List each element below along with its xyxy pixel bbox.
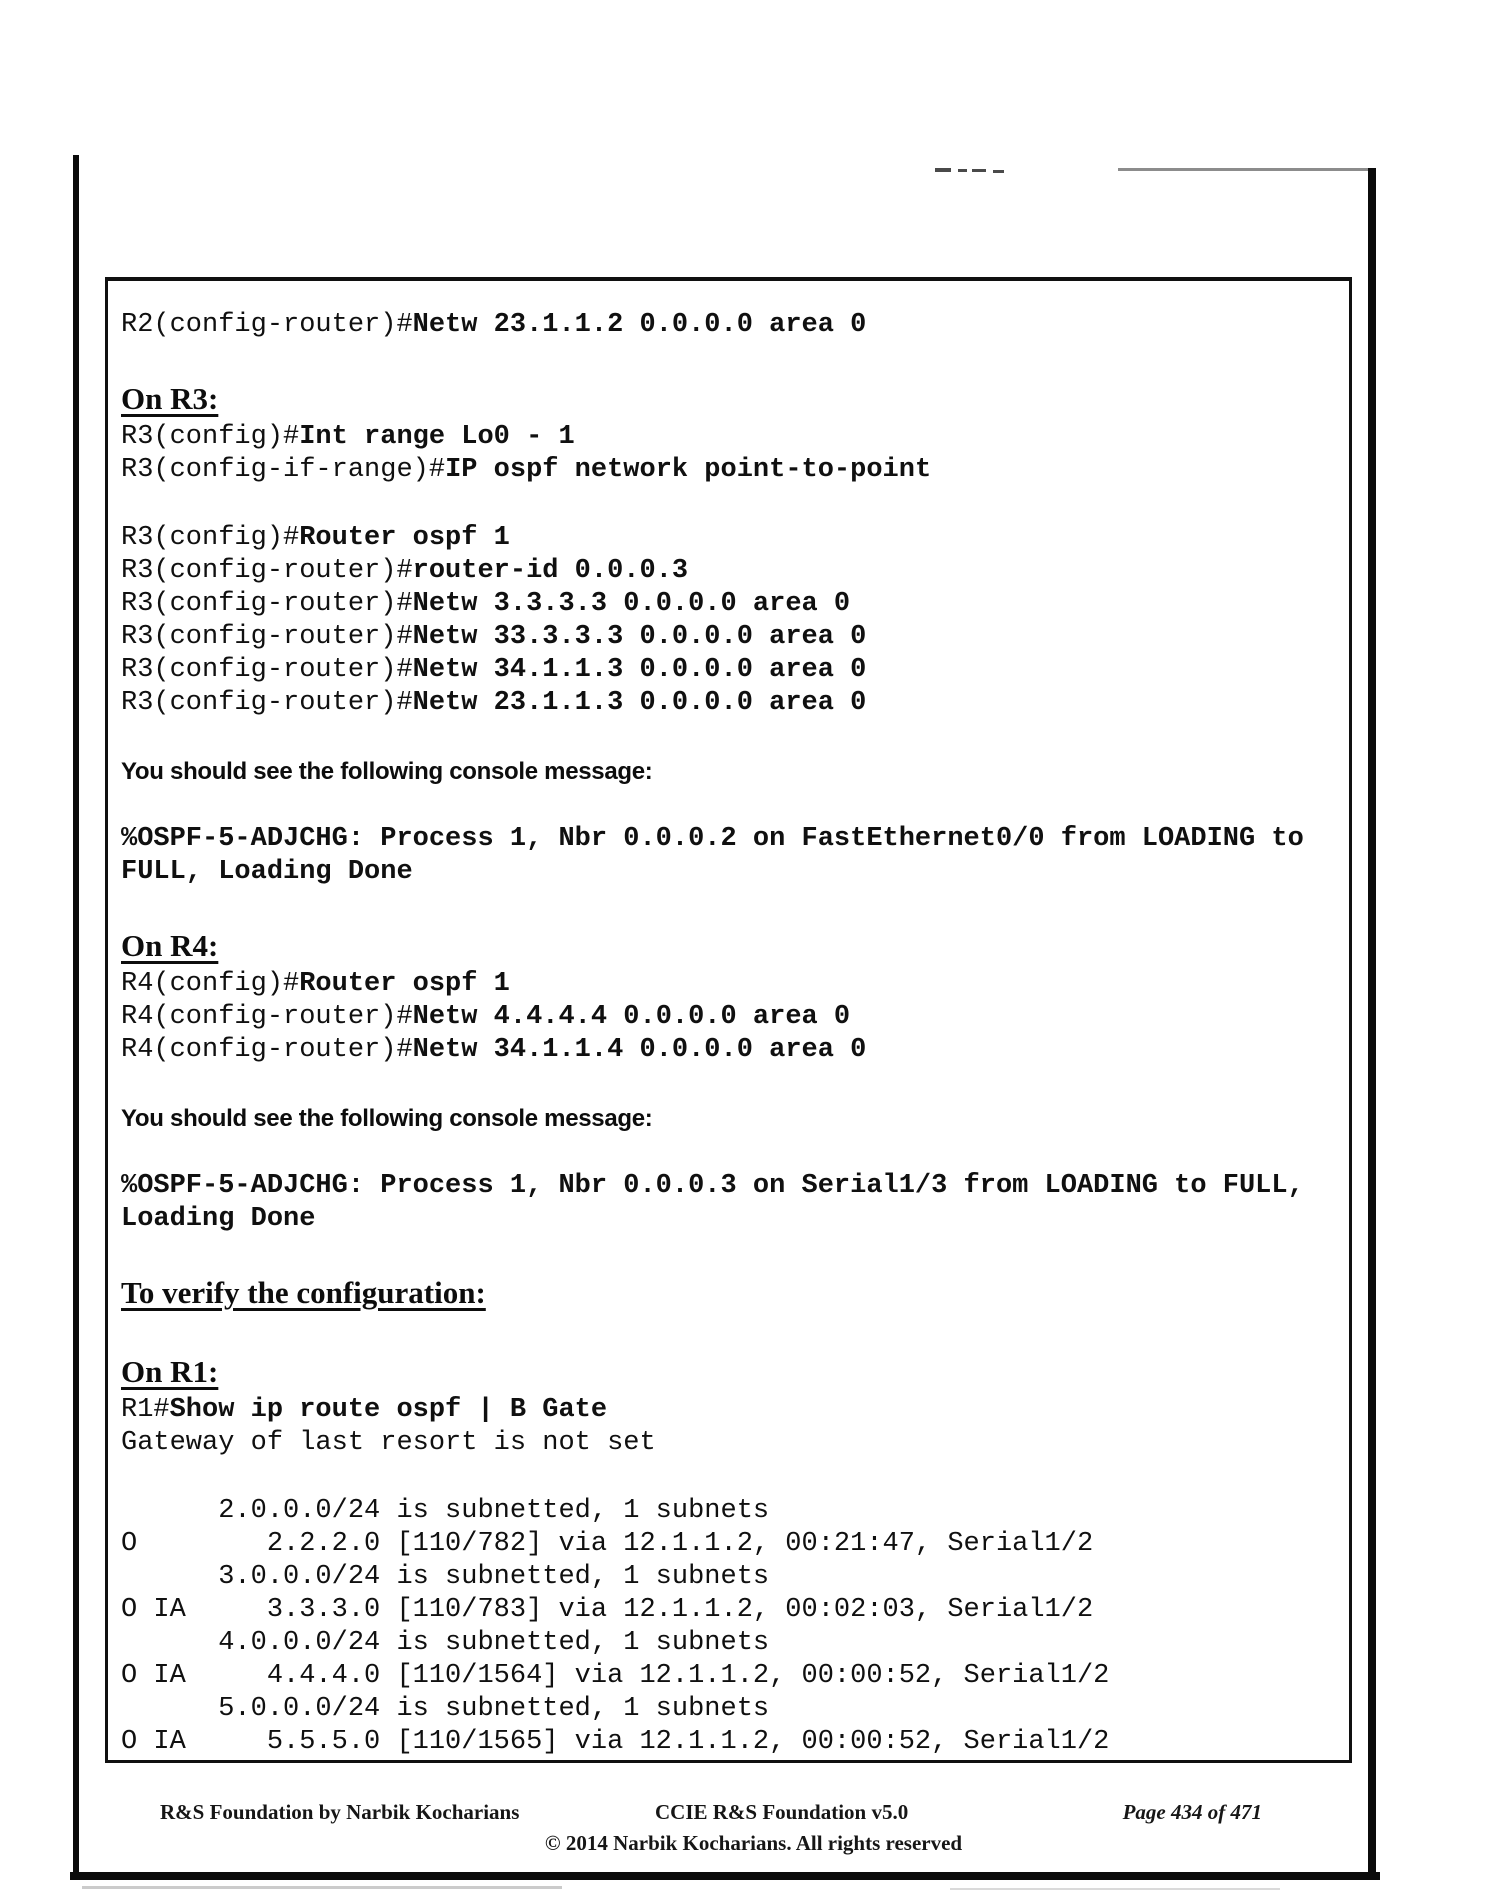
console-command-text: Show ip route ospf | B Gate <box>169 1395 608 1425</box>
console-command-text: Netw 34.1.1.4 0.0.0.0 area 0 <box>412 1035 867 1065</box>
console-command-line <box>121 421 1335 454</box>
section-heading-text: On R3: <box>121 381 219 416</box>
console-output-line: 5.0.0.0/24 is subnetted, 1 subnets <box>121 1694 770 1724</box>
console-prompt: R3(config)# <box>121 523 300 553</box>
console-message-line: %OSPF-5-ADJCHG: Process 1, Nbr 0.0.0.3 on Serial1/3 from LOADING to FULL, <box>121 1171 1304 1201</box>
console-command-line <box>121 968 1335 1001</box>
console-command-line <box>121 555 1335 588</box>
console-command-text: Netw 23.1.1.2 0.0.0.0 area 0 <box>412 310 867 340</box>
blank-line <box>121 889 1335 924</box>
console-command-text: router-id 0.0.0.3 <box>412 556 689 586</box>
terminal-output <box>121 309 1335 1759</box>
console-command-line <box>121 522 1335 555</box>
console-prompt: R4(config-router)# <box>121 1035 413 1065</box>
console-prompt: R2(config-router)# <box>121 310 413 340</box>
section-heading-text: On R1: <box>121 1354 219 1389</box>
blank-line <box>121 1460 1335 1495</box>
console-prompt: R3(config-router)# <box>121 622 413 652</box>
console-command-line <box>121 1001 1335 1034</box>
note-line: You should see the following console message: <box>121 758 653 785</box>
scan-artifact-dash <box>972 169 986 172</box>
scan-artifact-smudge <box>950 1888 1280 1890</box>
console-command-line <box>121 1394 1335 1427</box>
console-output-line: O IA 3.3.3.0 [110/783] via 12.1.1.2, 00:02:03, Serial1/2 <box>121 1595 1094 1625</box>
console-command-line <box>121 687 1335 720</box>
footer-copyright: © 2014 Narbik Kocharians. All rights reserved <box>544 1831 963 1855</box>
console-output-line: O 2.2.2.0 [110/782] via 12.1.1.2, 00:21:47, Serial1/2 <box>121 1529 1094 1559</box>
console-output-line: 2.0.0.0/24 is subnetted, 1 subnets <box>121 1496 770 1526</box>
console-command-text: IP ospf network point-to-point <box>445 455 932 485</box>
console-output-line: 3.0.0.0/24 is subnetted, 1 subnets <box>121 1562 770 1592</box>
console-output-line: O IA 4.4.4.0 [110/1564] via 12.1.1.2, 00:00:52, Serial1/2 <box>121 1661 1110 1691</box>
console-command-text: Router ospf 1 <box>299 969 510 999</box>
console-message-line: %OSPF-5-ADJCHG: Process 1, Nbr 0.0.0.2 on FastEthernet0/0 from LOADING to <box>121 824 1304 854</box>
console-command-text: Netw 3.3.3.3 0.0.0.0 area 0 <box>412 589 851 619</box>
console-prompt: R4(config-router)# <box>121 1002 413 1032</box>
console-command-text: Netw 33.3.3.3 0.0.0.0 area 0 <box>412 622 867 652</box>
footer-book-title: R&S Foundation by Narbik Kocharians <box>160 1800 520 1824</box>
section-heading <box>121 1271 1335 1315</box>
blank-line <box>121 1315 1335 1350</box>
footer-page-number: Page 434 of 471 <box>1122 1800 1262 1824</box>
console-command-line <box>121 621 1335 654</box>
console-output-line: Gateway of last resort is not set <box>121 1428 656 1458</box>
console-message-line: FULL, Loading Done <box>121 857 413 887</box>
console-command-text: Int range Lo0 - 1 <box>299 422 575 452</box>
console-command-line <box>121 1034 1335 1067</box>
console-prompt: R4(config)# <box>121 969 300 999</box>
console-command-text: Netw 4.4.4.4 0.0.0.0 area 0 <box>412 1002 851 1032</box>
section-heading <box>121 1350 1335 1394</box>
console-command-line <box>121 588 1335 621</box>
section-heading <box>121 924 1335 968</box>
console-prompt: R3(config)# <box>121 422 300 452</box>
console-prompt: R3(config-router)# <box>121 589 413 619</box>
scan-artifact-line <box>1118 168 1368 171</box>
console-prompt: R3(config-router)# <box>121 688 413 718</box>
page-edge-bottom <box>70 1872 1380 1880</box>
blank-line <box>121 720 1335 755</box>
footer-edition: CCIE R&S Foundation v5.0 <box>655 1800 909 1824</box>
console-prompt: R3(config-router)# <box>121 556 413 586</box>
page-edge-left <box>73 155 79 1877</box>
console-command-text: Router ospf 1 <box>299 523 510 553</box>
blank-line <box>121 342 1335 377</box>
scan-artifact-dash <box>993 170 1004 173</box>
page-footer <box>105 1800 1352 1870</box>
page-edge-right <box>1368 168 1376 1876</box>
scan-artifact-smudge <box>82 1886 562 1889</box>
blank-line <box>121 1067 1335 1102</box>
terminal-box <box>105 277 1352 1763</box>
blank-line <box>121 1236 1335 1271</box>
section-heading <box>121 377 1335 421</box>
section-heading-text: On R4: <box>121 928 219 963</box>
note-line: You should see the following console message: <box>121 1105 653 1132</box>
blank-line <box>121 1135 1335 1170</box>
console-message-line: Loading Done <box>121 1204 316 1234</box>
scan-artifact-dash <box>958 169 967 172</box>
blank-line <box>121 788 1335 823</box>
console-output-line: 4.0.0.0/24 is subnetted, 1 subnets <box>121 1628 770 1658</box>
console-command-line <box>121 309 1335 342</box>
console-command-text: Netw 23.1.1.3 0.0.0.0 area 0 <box>412 688 867 718</box>
console-output-line: O IA 5.5.5.0 [110/1565] via 12.1.1.2, 00:00:52, Serial1/2 <box>121 1727 1110 1757</box>
console-command-line <box>121 654 1335 687</box>
blank-line <box>121 487 1335 522</box>
console-prompt: R3(config-router)# <box>121 655 413 685</box>
console-command-line <box>121 454 1335 487</box>
console-prompt: R3(config-if-range)# <box>121 455 446 485</box>
section-heading-text: To verify the configuration: <box>121 1275 486 1310</box>
console-command-text: Netw 34.1.1.3 0.0.0.0 area 0 <box>412 655 867 685</box>
console-prompt: R1# <box>121 1395 170 1425</box>
scan-artifact-dash <box>935 168 951 172</box>
